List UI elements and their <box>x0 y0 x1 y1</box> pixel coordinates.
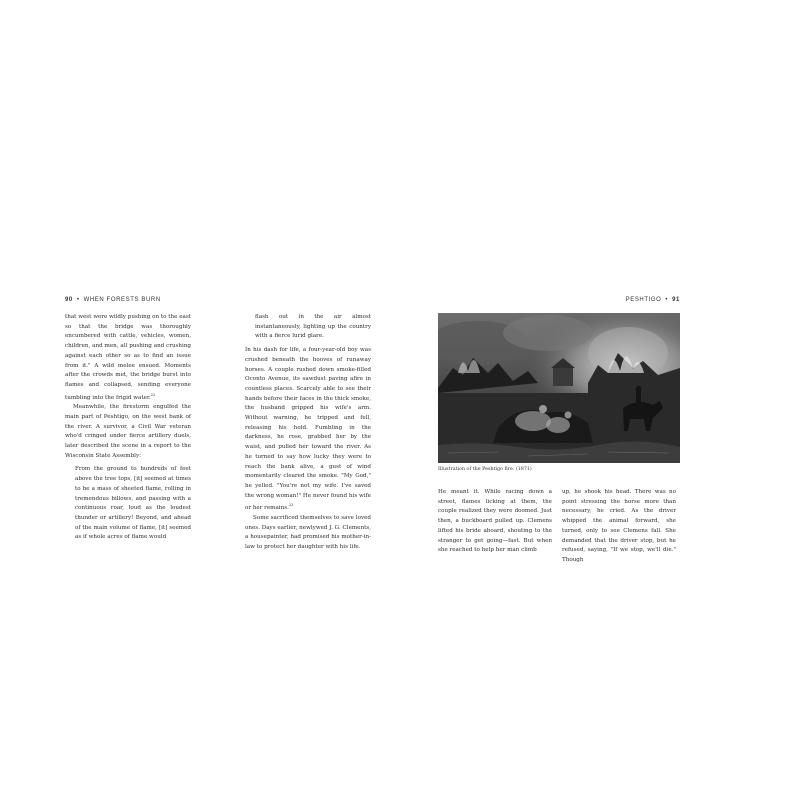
left-column-2 <box>245 313 371 553</box>
right-folio: 91 <box>672 297 680 303</box>
fire-illustration <box>438 313 680 463</box>
quote-continuation: flash out in the air almost instantaneously, lighting up the country with a fierce lurid glare. <box>255 314 371 340</box>
paragraph-text: that west were wildly pushing on to the east so that the bridge was thoroughly encumbered with cattle, vehicles, women, children, and men, all pushing and crushing against each other so as to find an issue from it." A wild melee ensued. Moments after the crowds met, the bridge burst into flames and collapsed, sending everyone tumbling into the frigid water. <box>65 314 191 401</box>
right-column-2 <box>562 488 676 566</box>
left-page <box>65 295 373 551</box>
paragraph: He meant it. While racing down a street, flames licking at them, the couple realized they were doomed. Just then, a buckboard pulled up. Clemens lifted his bride aboard, shouting to the stranger to get going—fast. But when she reached to help her man climb <box>438 489 552 554</box>
paragraph: up, he shook his head. There was no point stressing the horse more than necessary, he cried. As the driver whipped the animal forward, she turned, only to see Clemens fall. She demanded that the driver stop, but he refused, saying, "If we stop, we'll die." Though <box>562 489 676 563</box>
left-folio: 90 <box>65 297 73 303</box>
footnote-ref: 23 <box>288 503 294 508</box>
paragraph: Some sacrificed themselves to save loved ones. Days earlier, newlywed J. G. Clements, a housepainter, had promised his mother-in-law to protect her daughter with his life. <box>245 514 371 551</box>
bullet-separator: • <box>76 297 80 303</box>
figure-caption: Illustration of the Peshtigo fire. (1871) <box>438 467 532 472</box>
block-quote: From the ground to hundreds of feet above the tree tops, [it] seemed at times to be a mass of sheeted flame, rolling in tremendous billows, and passing with a continuous roar, loud as the loudest thunder or artillery! Beyond, and ahead of the main volume of flame, [it] seemed as if whole acres of flame would <box>75 466 191 541</box>
paragraph <box>65 313 191 403</box>
left-column-1 <box>65 313 191 543</box>
left-running-title: WHEN FORESTS BURN <box>83 297 161 303</box>
engraving-image <box>438 313 680 463</box>
paragraph <box>245 346 371 514</box>
right-page <box>438 295 680 563</box>
paragraph-text: In his dash for life, a four-year-old boy was crushed beneath the hooves of runaway horses. A couple rushed down smoke-filled Oconto Avenue, its sawdust paving afire in countless places. Scarcely able to see their hands before their faces in the thick smoke, the husband gripped his wife's arm. Without warning, he tripped and fell, releasing his hold. Fumbling in the darkness, he rose, grabbed her by the waist, and pulled her toward the river. As he turned to say how lucky they were to reach the bank alive, a gust of wind momentarily cleared the smoke. "My God," he yelled. "You're not my wife. I've saved the wrong woman!" He never found his wife or her remains. <box>245 347 371 512</box>
paragraph: Meanwhile, the firestorm engulfed the main part of Peshtigo, on the west bank of the river. A survivor, a Civil War veteran who'd cringed under fierce artillery duels, later described the scene in a report to the Wisconsin State Assembly: <box>65 404 191 459</box>
right-running-head <box>438 295 680 305</box>
right-running-title: PESHTIGO <box>625 297 662 303</box>
right-column-1 <box>438 488 552 556</box>
bullet-separator: • <box>665 297 669 303</box>
left-running-head <box>65 295 373 305</box>
footnote-ref: 22 <box>150 392 156 397</box>
